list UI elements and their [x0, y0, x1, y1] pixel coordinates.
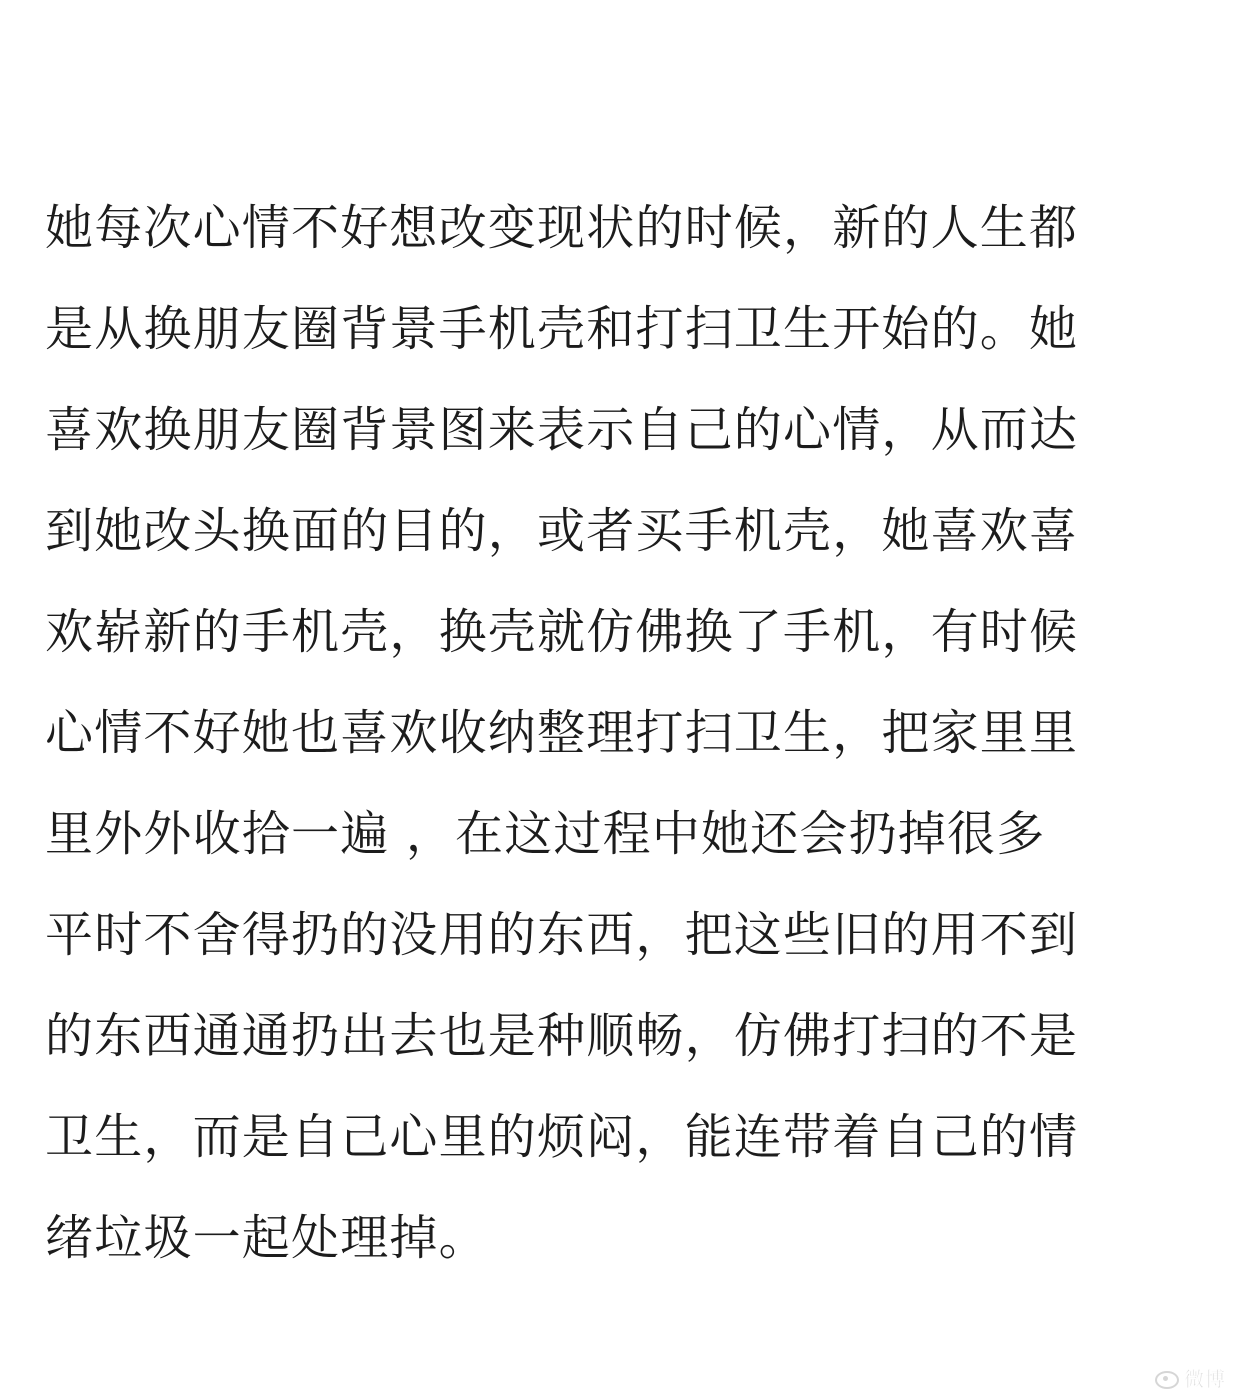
article-body	[45, 178, 1195, 1289]
text-line: 到她改头换面的目的，或者买手机壳，她喜欢喜	[45, 503, 1079, 559]
text-line: 卫生，而是自己心里的烦闷，能连带着自己的情	[45, 1109, 1079, 1165]
text-line: 平时不舍得扔的没用的东西，把这些旧的用不到	[45, 907, 1079, 963]
text-line: 她每次心情不好想改变现状的时候，新的人生都	[45, 200, 1079, 256]
watermark-text: 微博	[1184, 1366, 1226, 1391]
weibo-logo-icon	[1154, 1367, 1178, 1387]
text-line: 的东西通通扔出去也是种顺畅，仿佛打扫的不是	[45, 1008, 1079, 1064]
text-line: 欢崭新的手机壳，换壳就仿佛换了手机，有时候	[45, 604, 1079, 660]
text-line: 里外外收拾一遍 ，在这过程中她还会扔掉很多	[45, 806, 1046, 862]
text-line: 喜欢换朋友圈背景图来表示自己的心情，从而达	[45, 402, 1079, 458]
text-line: 心情不好她也喜欢收纳整理打扫卫生，把家里里	[45, 705, 1079, 761]
text-line: 绪垃圾一起处理掉。	[45, 1210, 488, 1266]
text-line: 是从换朋友圈背景手机壳和打扫卫生开始的。她	[45, 301, 1079, 357]
watermark	[1154, 1364, 1226, 1390]
